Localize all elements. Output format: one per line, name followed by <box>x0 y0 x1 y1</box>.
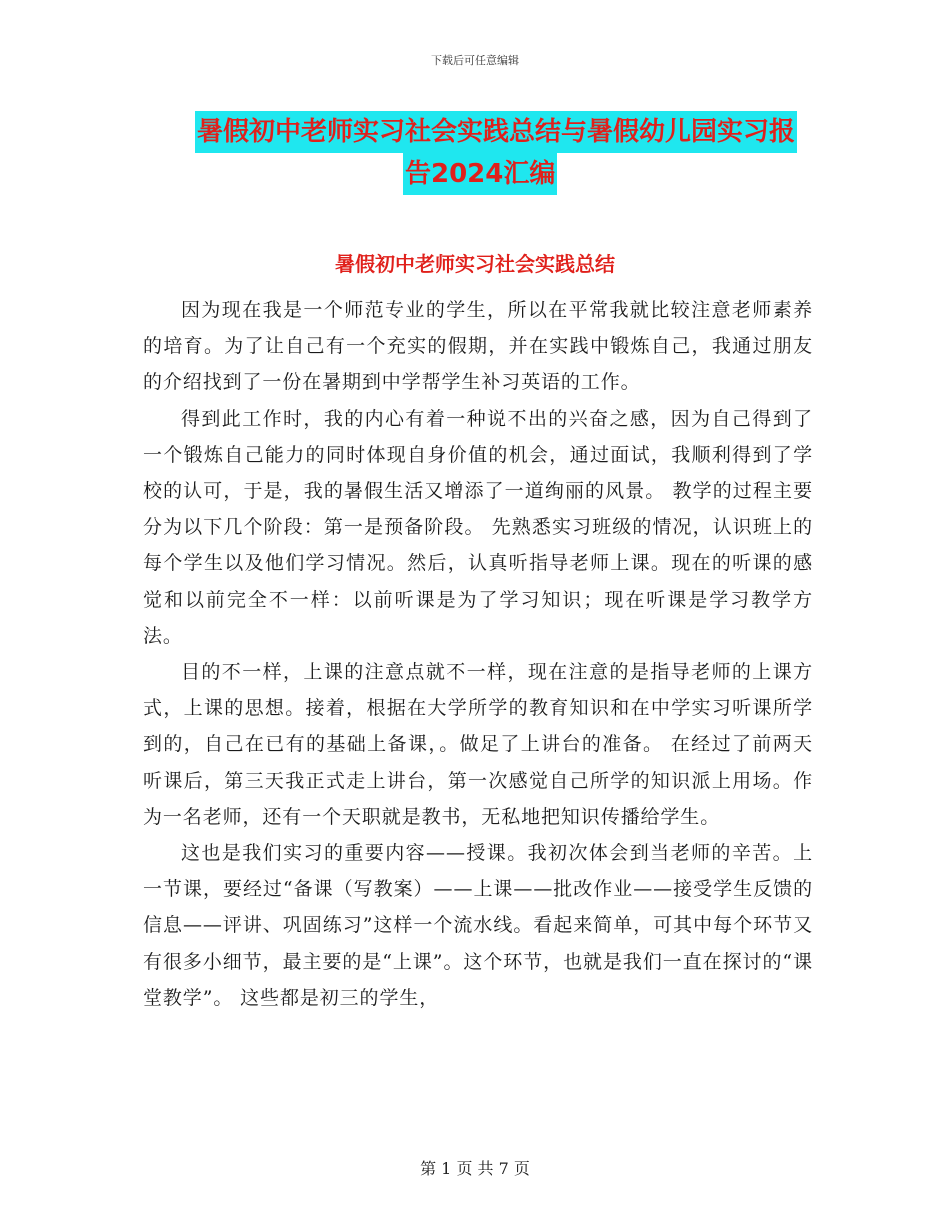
document-title-line1: 暑假初中老师实习社会实践总结与暑假幼儿园实习报 <box>195 111 797 153</box>
document-title <box>195 111 805 195</box>
document-body <box>143 292 813 1016</box>
section-title: 暑假初中老师实习社会实践总结 <box>335 252 615 276</box>
paragraph: 目的不一样，上课的注意点就不一样，现在注意的是指导老师的上课方式，上课的思想。接着，根据在大学所学的教育知识和在中学实习听课所学到的，自己在已有的基础上备课，。做足了上讲台的准备。 在经过了前两天听课后，第三天我正式走上讲台，第一次感觉自己所学的知识派上用场。作为一名老师，还有一个天职就是教书，无私地把知识传播给学生。 <box>143 661 813 828</box>
paragraph: 因为现在我是一个师范专业的学生，所以在平常我就比较注意老师素养的培育。为了让自己有一个充实的假期，并在实践中锻炼自己，我通过朋友的介绍找到了一份在暑期到中学帮学生补习英语的工作。 <box>143 299 813 394</box>
paragraph: 这也是我们实习的重要内容——授课。我初次体会到当老师的辛苦。上一节课，要经过“备课（写教案）——上课——批改作业——接受学生反馈的信息——评讲、巩固练习”这样一个流水线。看起来简单，可其中每个环节又有很多小细节，最主要的是“上课”。这个环节，也就是我们一直在探讨的“课堂教学”。 这些都是初三的学生， <box>143 842 813 1009</box>
page-number: 第 1 页 共 7 页 <box>420 1159 530 1178</box>
paragraph: 得到此工作时，我的内心有着一种说不出的兴奋之感，因为自己得到了一个锻炼自己能力的同时体现自身价值的机会，通过面试，我顺利得到了学校的认可，于是，我的暑假生活又增添了一道绚丽的风景。 教学的过程主要分为以下几个阶段：第一是预备阶段。 先熟悉实习班级的情况，认识班上的每个学生以及他们学习情况。然后，认真听指导老师上课。现在的听课的感觉和以前完全不一样：以前听课是为了学习知识；现在听课是学习教学方法。 <box>143 407 813 647</box>
page-header-note: 下载后可任意编辑 <box>431 54 519 67</box>
document-title-line2: 告2024汇编 <box>403 153 557 195</box>
